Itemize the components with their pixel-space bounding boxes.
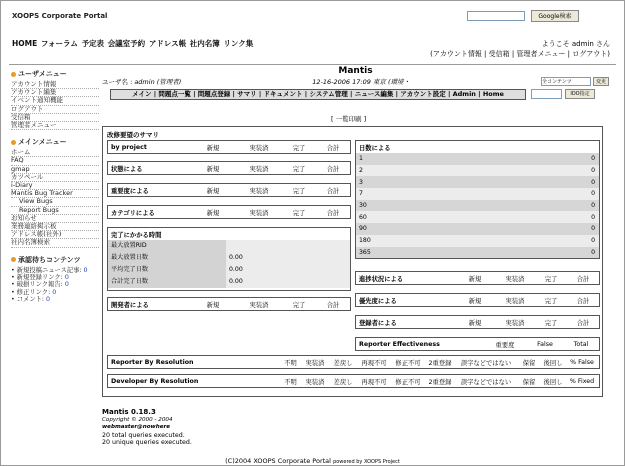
box-header: 登録者による 新規 実装済 完了 合計 [359,319,590,327]
by-category-box [107,205,351,219]
main-menu-item[interactable]: FAQ [11,157,99,165]
time-row [108,276,350,288]
main-menu-item[interactable]: お知らせ [11,215,99,223]
user-menu-item[interactable]: アカウント編集 [11,89,99,97]
approval-title: 承認待ちコンテンツ [11,255,99,265]
by-severity-box [107,183,351,197]
approval-label: 破損リンク報告: [16,281,63,289]
mantis-menu-bar[interactable]: メイン | 問題点一覧 | 問題点登録 | サマリ | ドキュメント | システム管理 | ニュース編集 | アカウント設定 | Admin | Home [110,89,526,100]
days-row-value: 0 [591,202,595,210]
days-row-value: 0 [591,167,595,175]
days-row [356,211,599,223]
main-menu [11,149,99,247]
box-header: 日数による [359,144,391,152]
days-row-value: 0 [591,237,595,245]
site-name: XOOPS Corporate Portal [12,12,108,20]
nav-home[interactable]: HOME [12,39,38,48]
time-row [108,240,350,252]
days-row [356,200,599,212]
approval-item: • 修正リンク: 0 [11,288,57,296]
bullet-icon [11,72,16,77]
box-header: by project 新規 実装済 完了 合計 [111,143,340,152]
time-row-label: 最大放置日数 [108,252,226,264]
copyright-bar: (C)2004 XOOPS Corporate Portal powered by XOOPS Project [225,457,400,465]
approval-item: • 破損リンク報告: 0 [11,281,69,289]
time-row [108,264,350,276]
user-menu-item[interactable]: ログアウト [11,106,99,114]
by-status-box [107,161,351,175]
by-reporter-box [355,315,600,329]
days-row-label: 3 [359,178,363,186]
developer-by-resolution-box [107,374,600,388]
box-header: 重要度による 新規 実装済 完了 合計 [111,187,340,195]
approval-label: コメント: [16,295,45,303]
time-row-value [226,240,350,252]
days-row [356,153,599,165]
summary-frame [102,126,603,397]
main-menu-title: メインメニュー [11,137,99,147]
box-header: 完了にかかる時間 [111,231,162,239]
queries-unique: 20 unique queries executed. [102,439,192,447]
sidebar [11,69,99,303]
main-menu-item[interactable]: gmap [11,166,99,174]
welcome-text: ようこそ admin さん [541,40,610,48]
user-menu-item[interactable]: 受信箱 [11,114,99,122]
user-line [102,77,609,86]
time-row-label: 最大放置RID [108,240,226,252]
time-row [108,252,350,264]
mantis-footer [102,409,192,447]
main-menu-subitem[interactable]: Report Bugs [11,207,99,215]
time-row-label: 合計完了日数 [108,276,226,288]
queries-total: 20 total queries executed. [102,431,185,439]
jump-button[interactable]: IDO指定 [565,89,595,99]
main-menu-item[interactable]: カツペール [11,174,99,182]
days-row-label: 7 [359,190,363,198]
project-change-button[interactable]: 変更 [593,77,609,86]
account-links[interactable]: (アカウント情報 | 受信箱 | 管理者メニュー | ログアウト) [430,50,610,58]
approval-label: 新規投稿ニュース記事: [16,266,82,274]
approval-label: 修正リンク: [16,288,51,296]
mantis-version: Mantis 0.18.3 [102,408,156,416]
days-row-label: 90 [359,225,367,233]
bullet-icon [11,140,16,145]
welcome-panel [430,39,610,59]
webmaster-email[interactable]: webmaster@nowhere [102,424,171,431]
bullet-icon [11,257,16,262]
days-row-label: 60 [359,213,367,221]
days-row [356,165,599,177]
nav-links[interactable]: リンク集 [223,39,254,48]
page-title: Mantis [338,66,373,76]
main-menu-item[interactable]: ホーム [11,149,99,157]
approval-list [11,267,99,303]
time-row-value: 0.00 [226,264,350,276]
project-select[interactable]: 全コンテンツ [541,77,591,86]
approval-count[interactable]: 0 [52,288,57,296]
nav-address-book[interactable]: アドレス帳 [148,39,187,48]
box-header: 状態による 新規 実装済 完了 合計 [111,165,340,173]
user-menu [11,81,99,130]
copyright: Copyright © 2000 - 2004 [102,416,173,423]
project-switcher [541,77,609,86]
days-row-label: 1 [359,155,363,163]
approval-item: • 新規登録リンク: 0 [11,273,69,281]
main-menu-item[interactable]: アドレス帳(社外) [11,231,99,239]
approval-count[interactable]: 0 [83,266,88,274]
by-developer-box [107,297,351,311]
days-row-value: 0 [591,248,595,256]
print-link[interactable]: [ 一覧印刷 ] [331,115,367,123]
days-row-value: 0 [591,178,595,186]
time-rows [108,240,350,288]
days-row-value: 0 [591,213,595,221]
user-info: ユーザ名 : admin (管理者) [102,78,182,86]
summary-title: 改修要望のサマリ [107,131,159,139]
box-header: Developer By Resolution 不明 実装済 差戻し 再現不可 修正不可 2重登録 誤字などではない 保留 後回し % Fixed [111,377,595,386]
bug-id-input[interactable] [531,89,562,99]
box-header: 開発者による 新規 実装済 完了 合計 [111,301,340,309]
time-row-label: 平均完了日数 [108,264,226,276]
by-priority-box [355,293,600,307]
google-search-button[interactable]: Google検索 [531,10,579,22]
approval-label: 新規登録リンク: [16,273,63,281]
user-menu-title: ユーザメニュー [11,69,99,79]
main-menu-subitem[interactable]: View Bugs [11,198,99,206]
days-row-label: 2 [359,167,363,175]
box-header: Reporter By Resolution 不明 実装済 差戻し 再現不可 修正不可 2重登録 誤字などではない 保留 後回し % False [111,358,594,367]
days-row [356,188,599,200]
nav-schedule[interactable]: 予定表 [81,39,105,48]
user-menu-item[interactable]: イベント通知機能 [11,97,99,105]
main-content [102,66,609,386]
approval-count[interactable]: 0 [64,281,69,289]
main-menu-item[interactable]: 業務連絡掲示板 [11,223,99,231]
by-resolution-status-box [355,271,600,285]
time-to-resolve-box [107,227,351,291]
nav-staff-directory[interactable]: 社内名簿 [189,39,220,48]
days-rows [356,153,599,258]
nav-room-reservation[interactable]: 会議室予約 [107,39,146,48]
user-menu-item[interactable]: 管理者メニュー [11,122,99,130]
header-divider [9,64,616,65]
days-row [356,247,599,259]
user-menu-item[interactable]: アカウント情報 [11,81,99,89]
box-header: カテゴリによる 新規 実装済 完了 合計 [111,209,340,217]
main-menu-item[interactable]: i-Diary [11,182,99,190]
top-navigation [12,38,253,49]
days-row-label: 180 [359,237,371,245]
reporter-by-resolution-box [107,355,600,369]
days-row-value: 0 [591,225,595,233]
days-row [356,223,599,235]
approval-item: • コメント: 0 [11,295,51,303]
time-row-value: 0.00 [226,276,350,288]
by-project-box [107,140,351,154]
time-row-value: 0.00 [226,252,350,264]
days-row-label: 365 [359,248,371,256]
reporter-effectiveness-box [355,337,600,351]
box-header: Reporter Effectiveness 重要度 False Total [359,340,589,349]
approval-count[interactable]: 0 [46,295,51,303]
google-search-input[interactable] [467,11,525,21]
approval-count[interactable]: 0 [64,273,69,281]
days-row-value: 0 [591,190,595,198]
main-menu-item[interactable]: 社内名簿検索 [11,239,99,247]
datetime: 12-16-2006 17:09 東京 (環境・ [312,78,411,86]
by-days-box [355,140,600,259]
days-row-label: 30 [359,202,367,210]
main-menu-item[interactable]: Mantis Bug Tracker [11,190,99,198]
days-row [356,176,599,188]
days-row [356,235,599,247]
box-header: 進捗状況による 新規 実装済 完了 合計 [359,275,590,283]
approval-item: • 新規投稿ニュース記事: 0 [11,266,88,274]
box-header: 優先度による 新規 実装済 完了 合計 [359,297,590,305]
nav-forum[interactable]: フォーラム [40,39,78,48]
days-row-value: 0 [591,155,595,163]
